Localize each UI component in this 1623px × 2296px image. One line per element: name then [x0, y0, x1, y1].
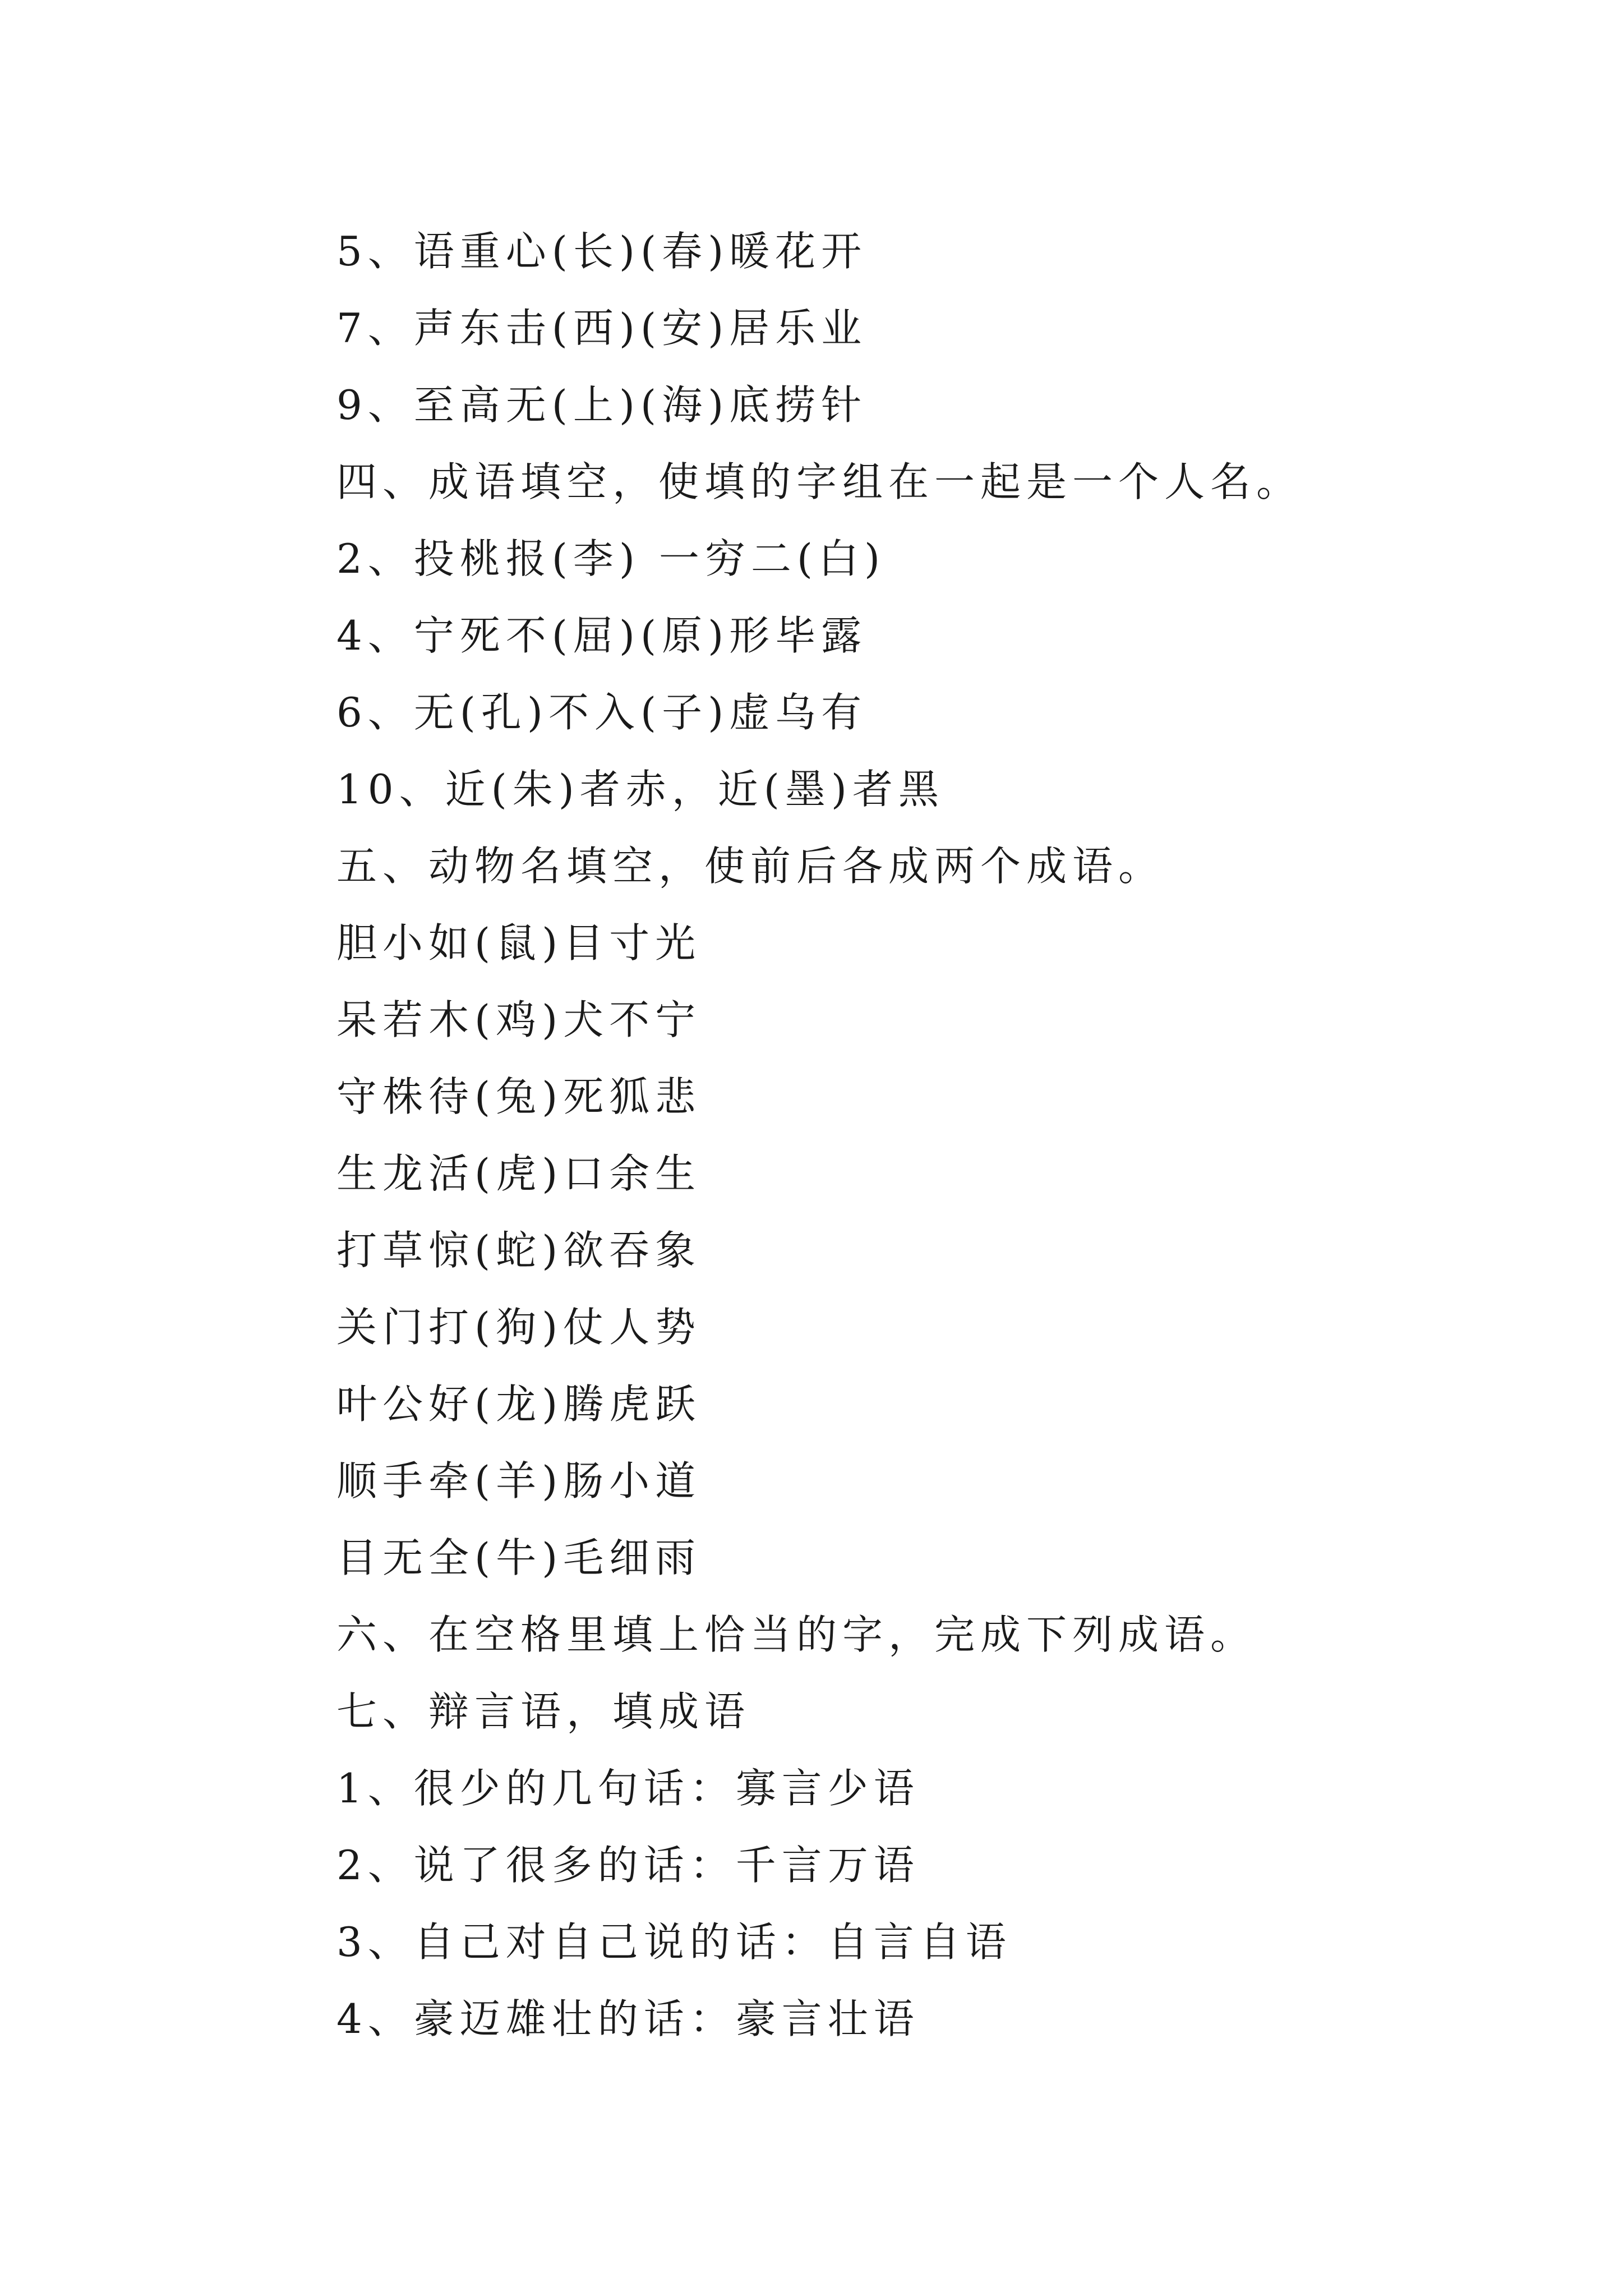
text-line: 2、投桃报(李) 一穷二(白) [336, 535, 886, 582]
text-line: 打草惊(蛇)欲吞象 [336, 1227, 702, 1274]
text-line: 1、很少的几句话：寡言少语 [336, 1765, 920, 1812]
text-line: 胆小如(鼠)目寸光 [336, 919, 702, 967]
text-line: 呆若木(鸡)犬不宁 [336, 996, 702, 1043]
text-line: 4、豪迈雄壮的话：豪言壮语 [336, 1995, 920, 2042]
text-line: 9、至高无(上)(海)底捞针 [336, 381, 868, 429]
text-line: 叶公好(龙)腾虎跃 [336, 1381, 702, 1428]
text-line: 3、自己对自己说的话：自言自语 [336, 1918, 1012, 1966]
text-line: 生龙活(虎)口余生 [336, 1150, 702, 1197]
text-line: 10、近(朱)者赤，近(墨)者黑 [336, 766, 944, 813]
text-line: 2、说了很多的话：千言万语 [336, 1842, 920, 1889]
text-line: 目无全(牛)毛细雨 [336, 1534, 702, 1581]
section-heading: 七、辩言语，填成语 [336, 1688, 751, 1735]
section-heading: 四、成语填空，使填的字组在一起是一个人名。 [336, 458, 1303, 505]
section-heading: 五、动物名填空，使前后各成两个成语。 [336, 843, 1165, 890]
text-line: 5、语重心(长)(春)暖花开 [336, 228, 868, 275]
text-line: 4、宁死不(屈)(原)形毕露 [336, 612, 868, 659]
text-line: 关门打(狗)仗人势 [336, 1304, 702, 1351]
text-line: 7、声东击(西)(安)居乐业 [336, 305, 868, 352]
text-line: 顺手牵(羊)肠小道 [336, 1457, 702, 1504]
section-heading: 六、在空格里填上恰当的字，完成下列成语。 [336, 1611, 1257, 1658]
text-line: 守株待(兔)死狐悲 [336, 1073, 702, 1120]
text-line: 6、无(孔)不入(子)虚乌有 [336, 689, 868, 736]
document-body [336, 213, 1514, 2058]
